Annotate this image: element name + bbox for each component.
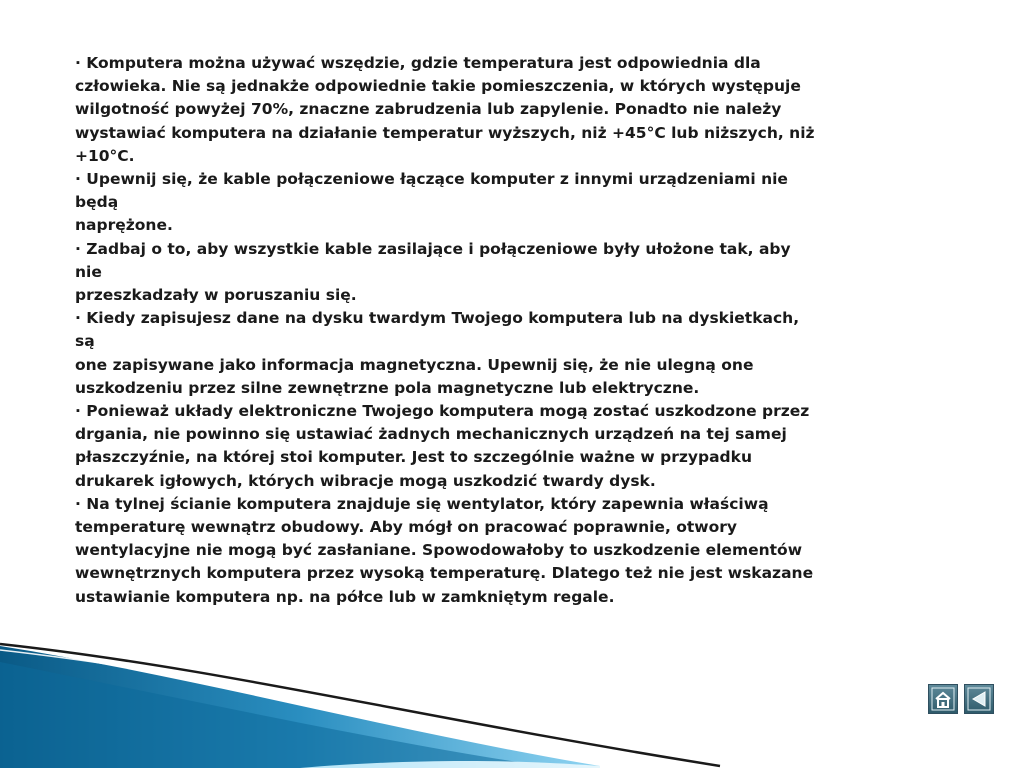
paragraph-ventilation: · Na tylnej ścianie komputera znajduje się wentylator, który zapewnia właściwą temperaturę wewnątrz obudowy. Aby mógł on pracować poprawnie, otwory wentylacyjne nie mogą być zasłaniane. Spowodowałoby to uszkodzenie elementów wewnętrznych komputera przez wysoką temperaturę. Dlatego też nie jest wskazane ustawianie komputera np. na półce lub w zamkniętym regale.: [75, 494, 814, 606]
paragraph-temperature: · Komputera można używać wszędzie, gdzie temperatura jest odpowiednia dla człowieka. Nie są jednakże odpowiednie takie pomieszczenia, w których występuje wilgotność powyżej 70%, znaczne zabrudzenia lub zapylenie. Ponadto nie należy wystawiać komputera na działanie temperatur wyższych, niż +45°C lub niższych, niż +10°C.: [75, 54, 815, 165]
home-icon: [929, 685, 957, 713]
paragraph-magnetic-fields: · Kiedy zapisujesz dane na dysku twardym Twojego komputera lub na dyskietkach, są one zapisywane jako informacja magnetyczna. Upewnij się, że nie ulegną one uszkodzeniu przez silne zewnętrzne pola magnetyczne lub elektryczne.: [75, 309, 800, 397]
paragraph-cables-tension: · Upewnij się, że kable połączeniowe łączące komputer z innymi urządzeniami nie będą naprężone.: [75, 170, 788, 235]
slide-text: [75, 52, 905, 609]
bottom-wave-decoration: [0, 638, 1024, 768]
paragraph-cables-layout: · Zadbaj o to, aby wszystkie kable zasilające i połączeniowe były ułożone tak, aby nie przeszkadzały w poruszaniu się.: [75, 239, 791, 305]
paragraph-vibrations: · Ponieważ układy elektroniczne Twojego komputera mogą zostać uszkodzone przez drgania, nie powinno się ustawiać żadnych mechanicznych urządzeń na tej samej płaszczyźnie, na której stoi komputer. Jest to szczególnie ważne w przypadku drukarek igłowych, których wibracje mogą uszkodzić twardy dysk.: [75, 402, 810, 490]
back-arrow-icon: [965, 685, 993, 713]
back-button[interactable]: [964, 684, 994, 714]
home-button[interactable]: [928, 684, 958, 714]
